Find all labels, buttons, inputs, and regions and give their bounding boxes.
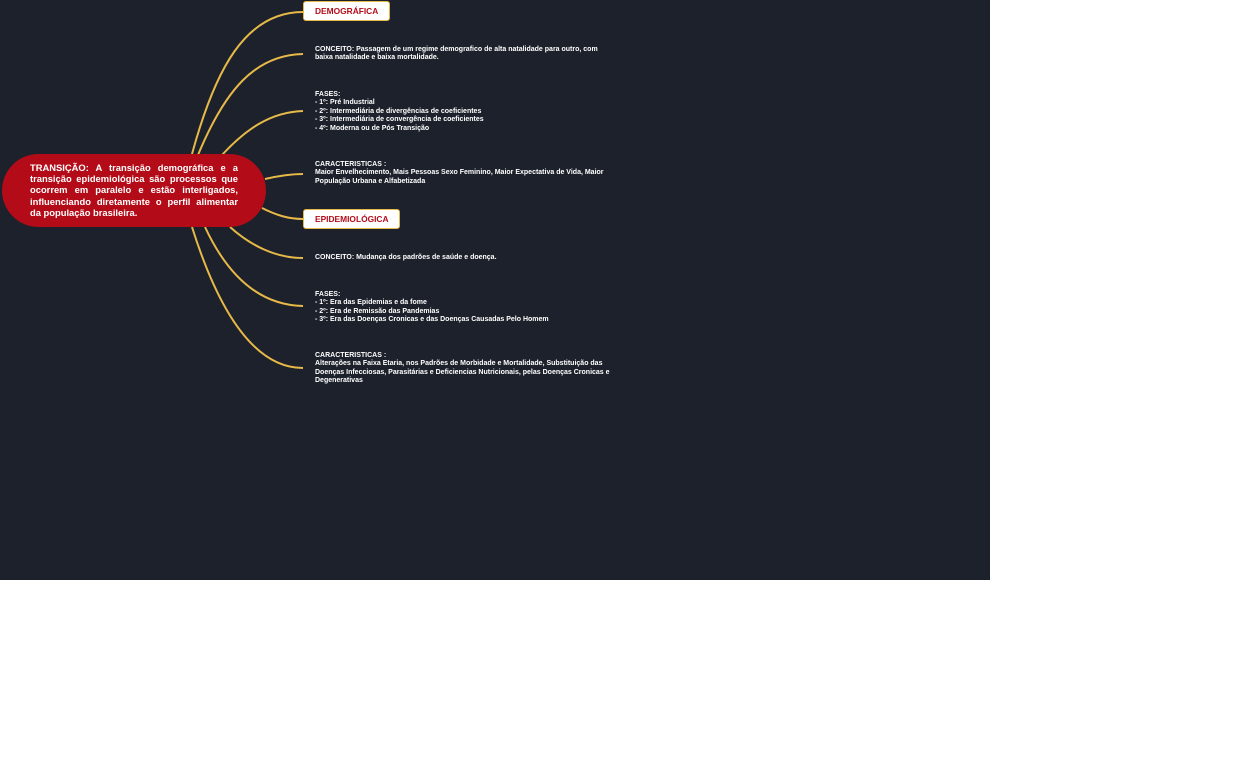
epidemiologica-conceito[interactable]: CONCEITO: Mudança dos padrões de saúde e doença. [315,254,497,261]
root-topic[interactable]: TRANSIÇÃO: A transição demográfica e a transição epidemiológica são processos que ocorrem em paralelo e estão interligados, influenciando diretamente o perfil alimentar da população brasileira. [2,154,266,227]
connector-epidemiologica-caracteristicas [192,227,303,368]
demografica-conceito[interactable]: CONCEITO: Passagem de um regime demografico de alta natalidade para outro, com baixa natalidade e baixa mortalidade. [315,46,598,62]
epidemiologica-fases[interactable]: FASES: - 1º: Era das Epidemias e da fome - 2º: Era de Remissão das Pandemias - 3º: Era das Doenças Cronicas e das Doenças Causadas Pelo Homem [315,291,549,324]
epidemiologica-caracteristicas[interactable]: CARACTERISTICAS : Alterações na Faixa Etaria, nos Padrões de Morbidade e Mortalidade, Substituição das Doenças Infecciosas, Parasitárias e Deficiencias Nutricionais, pelas Doenças Cronicas e Degenerativas [315,352,610,385]
demografica-fases[interactable]: FASES: - 1º: Pré Industrial - 2º: Intermediária de divergências de coeficientes - 3º: Intermediária de convergência de coeficientes - 4º: Moderna ou de Pós Transição [315,91,484,132]
connector-demografica-fases [222,111,303,155]
connector-epidemiologica-conceito [230,227,303,258]
demografica-caracteristicas[interactable]: CARACTERISTICAS : Maior Envelhecimento, Mais Pessoas Sexo Feminino, Maior Expectativa de Vida, Maior População Urbana e Alfabetizada [315,161,604,185]
connector-epidemiologica [262,208,303,219]
connector-epidemiologica-fases [205,227,303,306]
connector-demografica-conceito [198,54,303,155]
topic-demografica[interactable]: DEMOGRÁFICA [303,1,390,21]
connector-demografica-caracteristicas [265,174,303,179]
topic-epidemiologica[interactable]: EPIDEMIOLÓGICA [303,209,400,229]
